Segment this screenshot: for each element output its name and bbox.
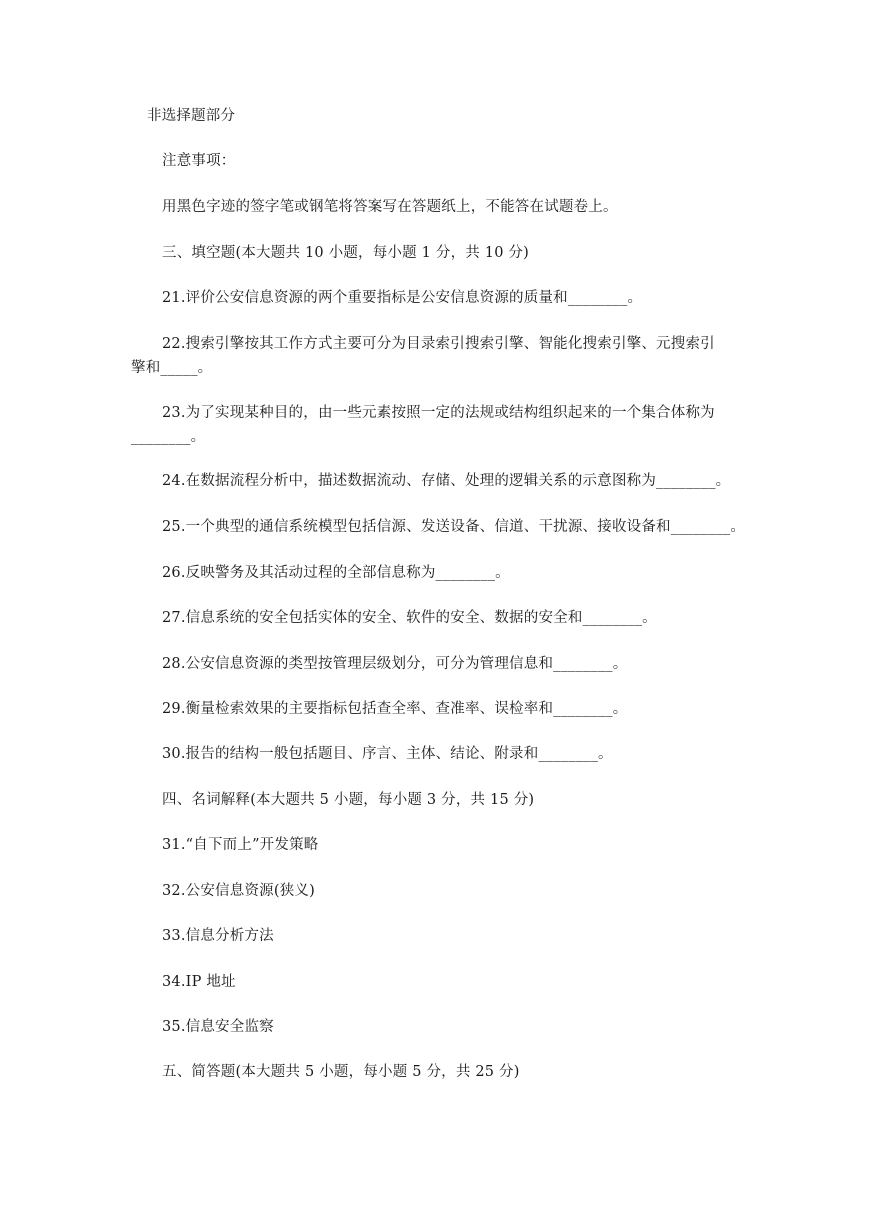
question-23-line1: 23.为了实现某种目的，由一些元素按照一定的法规或结构组织起来的一个集合体称为 [162,405,715,421]
section-heading: 非选择题部分 [147,108,236,124]
question-33: 33.信息分析方法 [162,928,274,944]
question-34: 34.IP 地址 [162,974,236,990]
question-26: 26.反映警务及其活动过程的全部信息称为________。 [162,565,510,581]
question-21: 21.评价公安信息资源的两个重要指标是公安信息资源的质量和________。 [162,290,643,306]
question-22-line1: 22.搜索引擎按其工作方式主要可分为目录索引搜索引擎、智能化搜索引擎、元搜索引 [162,336,715,352]
question-27: 27.信息系统的安全包括实体的安全、软件的安全、数据的安全和________。 [162,610,657,626]
notice-text: 用黑色字迹的签字笔或钢笔将答案写在答题纸上，不能答在试题卷上。 [162,199,618,215]
part4-heading: 四、名词解释(本大题共 5 小题，每小题 3 分，共 15 分) [162,792,535,808]
question-22-line2: 擎和_____。 [131,360,213,376]
question-25: 25.一个典型的通信系统模型包括信源、发送设备、信道、干扰源、接收设备和________。 [162,519,746,535]
question-24: 24.在数据流程分析中，描述数据流动、存储、处理的逻辑关系的示意图称为________。 [162,473,731,489]
question-32: 32.公安信息资源(狭义) [162,883,315,899]
question-29: 29.衡量检索效果的主要指标包括查全率、查准率、误检率和________。 [162,701,628,717]
question-35: 35.信息安全监察 [162,1019,274,1035]
part5-heading: 五、简答题(本大题共 5 小题，每小题 5 分，共 25 分) [162,1064,520,1080]
question-30: 30.报告的结构一般包括题目、序言、主体、结论、附录和________。 [162,746,613,762]
notice-title: 注意事项： [162,153,236,169]
question-28: 28.公安信息资源的类型按管理层级划分，可分为管理信息和________。 [162,656,628,672]
question-31: 31.“自下而上”开发策略 [162,837,319,853]
part3-heading: 三、填空题(本大题共 10 小题，每小题 1 分，共 10 分) [162,245,529,261]
question-23-line2: ________。 [131,429,206,445]
